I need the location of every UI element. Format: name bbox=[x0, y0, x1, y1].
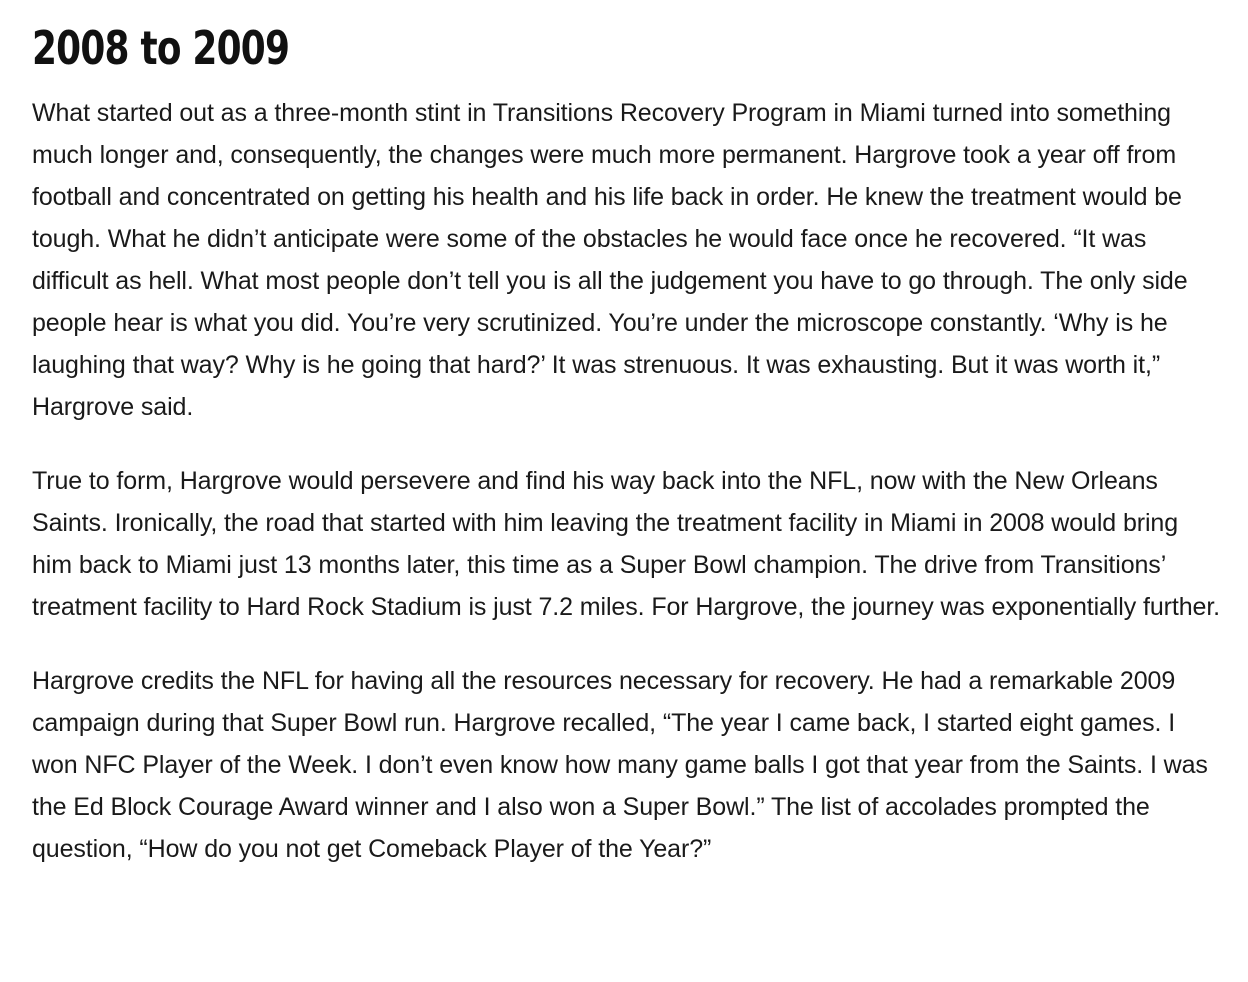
article-paragraph-1: What started out as a three-month stint in Transitions Recovery Program in Miami turned into something much longer and, consequently, the changes were much more permanent. Hargrove took a year off from football and concentrated on getting his health and his life back in order. He knew the treatment would be tough. What he didn’t anticipate were some of the obstacles he would face once he recovered. “It was difficult as hell. What most people don’t tell you is all the judgement you have to go through. The only side people hear is what you did. You’re very scrutinized. You’re under the microscope constantly. ‘Why is he laughing that way? Why is he going that hard?’ It was strenuous. It was exhausting. But it was worth it,” Hargrove said. bbox=[32, 99, 1188, 421]
article-paragraph-3: Hargrove credits the NFL for having all the resources necessary for recovery. He had a remarkable 2009 campaign during that Super Bowl run. Hargrove recalled, “The year I came back, I started eight games. I won NFC Player of the Week. I don’t even know how many game balls I got that year from the Saints. I was the Ed Block Courage Award winner and I also won a Super Bowl.” The list of accolades prompted the question, “How do you not get Comeback Player of the Year?” bbox=[32, 667, 1208, 863]
section-heading: 2008 to 2009 bbox=[32, 21, 290, 75]
article-body bbox=[32, 18, 1224, 870]
article-paragraph-2: True to form, Hargrove would persevere and find his way back into the NFL, now with the New Orleans Saints. Ironically, the road that started with him leaving the treatment facility in Miami in 2008 would bring him back to Miami just 13 months later, this time as a Super Bowl champion. The drive from Transitions’ treatment facility to Hard Rock Stadium is just 7.2 miles. For Hargrove, the journey was exponentially further. bbox=[32, 467, 1221, 621]
